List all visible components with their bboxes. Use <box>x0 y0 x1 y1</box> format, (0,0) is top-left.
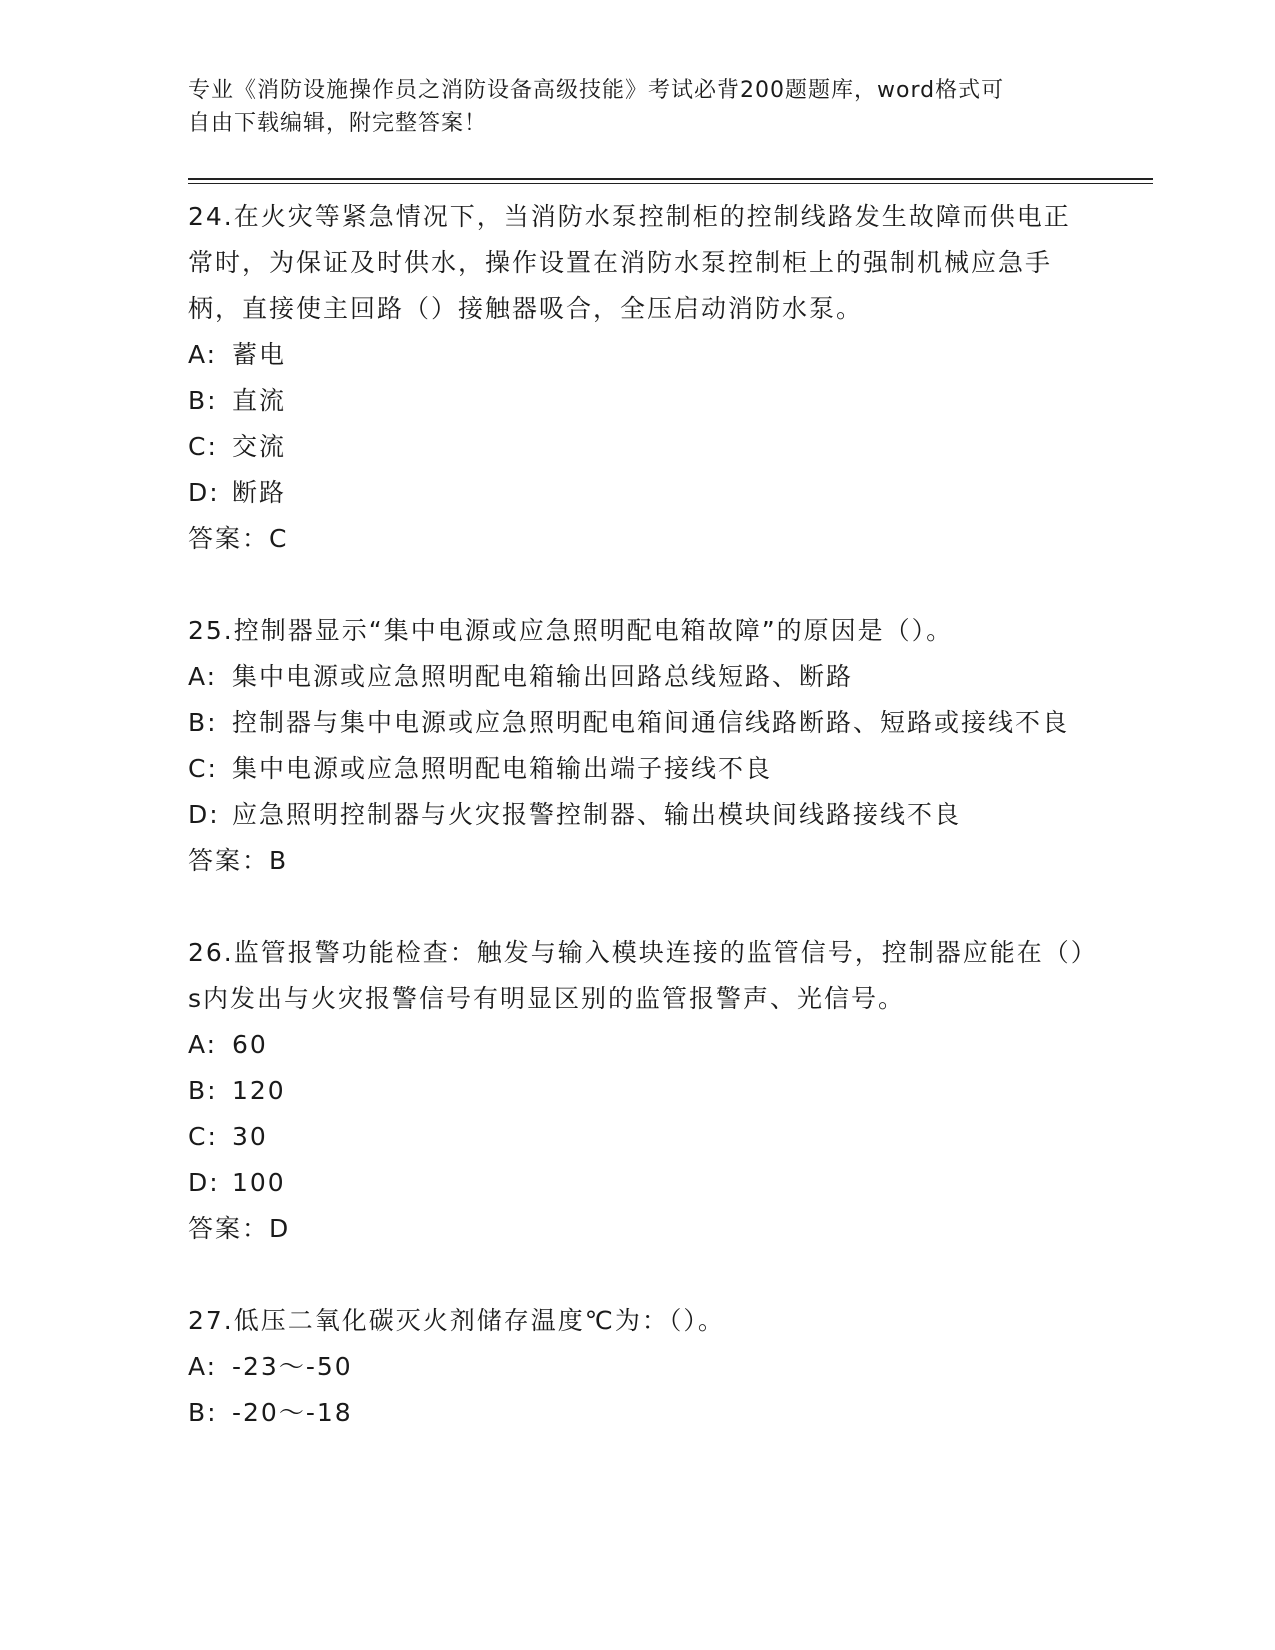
option-b <box>188 378 1088 424</box>
option-key: B: <box>188 1398 218 1427</box>
answer-line: 答案：B <box>188 846 289 875</box>
document-header <box>188 74 1068 140</box>
option-text: 交流 <box>232 432 287 461</box>
option-d <box>188 1160 1088 1206</box>
option-text: 100 <box>232 1168 286 1197</box>
option-key: D: <box>188 800 220 829</box>
option-text: 集中电源或应急照明配电箱输出端子接线不良 <box>232 754 773 783</box>
option-text: 直流 <box>232 386 287 415</box>
option-key: C: <box>188 754 218 783</box>
option-a <box>188 332 1088 378</box>
option-b <box>188 1390 1088 1436</box>
option-text: 120 <box>232 1076 286 1105</box>
question-24 <box>188 194 1088 562</box>
question-list <box>188 194 1088 1482</box>
option-key: A: <box>188 662 218 691</box>
answer-line: 答案：D <box>188 1214 291 1243</box>
option-key: A: <box>188 1352 218 1381</box>
option-a <box>188 1344 1088 1390</box>
option-key: B: <box>188 1076 218 1105</box>
option-key: B: <box>188 386 218 415</box>
option-text: 断路 <box>232 478 287 507</box>
option-c <box>188 424 1088 470</box>
option-a <box>188 654 1088 700</box>
option-b <box>188 1068 1088 1114</box>
option-text: 30 <box>232 1122 268 1151</box>
question-stem: 27.低压二氧化碳灭火剂储存温度℃为：（）。 <box>188 1306 725 1335</box>
option-key: D: <box>188 1168 220 1197</box>
header-divider-thin <box>188 183 1153 184</box>
option-key: A: <box>188 340 218 369</box>
question-25 <box>188 608 1088 884</box>
option-text: 蓄电 <box>232 340 287 369</box>
question-stem: 25.控制器显示“集中电源或应急照明配电箱故障”的原因是（）。 <box>188 616 954 645</box>
header-divider-thick <box>188 178 1153 180</box>
option-d <box>188 470 1088 516</box>
option-key: C: <box>188 1122 218 1151</box>
option-text: 控制器与集中电源或应急照明配电箱间通信线路断路、短路或接线不良 <box>232 708 1070 737</box>
option-key: D: <box>188 478 220 507</box>
option-c <box>188 746 1088 792</box>
option-c <box>188 1114 1088 1160</box>
question-stem: 26.监管报警功能检查：触发与输入模块连接的监管信号，控制器应能在（）s内发出与火灾报警信号有明显区别的监管报警声、光信号。 <box>188 938 1086 1013</box>
option-text: 应急照明控制器与火灾报警控制器、输出模块间线路接线不良 <box>232 800 962 829</box>
option-key: A: <box>188 1030 218 1059</box>
option-text: 集中电源或应急照明配电箱输出回路总线短路、断路 <box>232 662 854 691</box>
question-26 <box>188 930 1088 1252</box>
header-line-1: 专业《消防设施操作员之消防设备高级技能》考试必背200题题库，word格式可 <box>188 78 1005 103</box>
option-a <box>188 1022 1088 1068</box>
option-text: -20～-18 <box>232 1398 353 1427</box>
option-text: 60 <box>232 1030 268 1059</box>
header-line-2: 自由下载编辑，附完整答案！ <box>188 111 488 136</box>
option-b <box>188 700 1088 746</box>
option-text: -23～-50 <box>232 1352 353 1381</box>
option-key: C: <box>188 432 218 461</box>
question-27 <box>188 1298 1088 1436</box>
answer-line: 答案：C <box>188 524 289 553</box>
option-d <box>188 792 1088 838</box>
option-key: B: <box>188 708 218 737</box>
question-stem: 24.在火灾等紧急情况下，当消防水泵控制柜的控制线路发生故障而供电正常时，为保证及时供水，操作设置在消防水泵控制柜上的强制机械应急手柄，直接使主回路（）接触器吸合，全压启动消防水泵。 <box>188 202 1071 323</box>
